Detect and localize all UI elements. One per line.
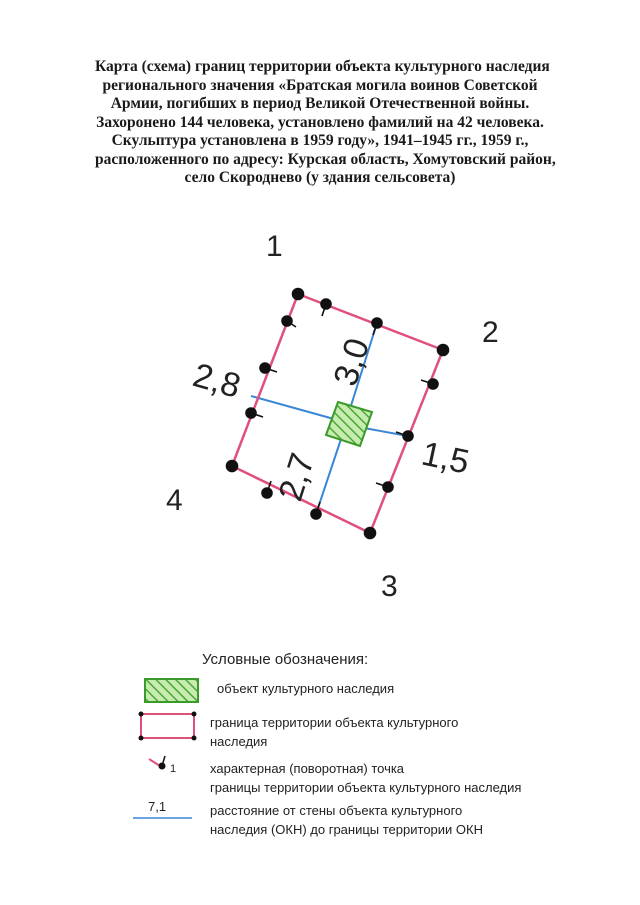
corner-label-1: 1	[266, 230, 283, 263]
legend-text-line: объект культурного наследия	[217, 681, 395, 696]
legend-text-line: расстояние от стены объекта культурного	[210, 803, 463, 818]
legend-item-boundary	[210, 713, 458, 751]
distance-label-top: 3,0	[326, 333, 378, 391]
legend-title: Условные обозначения:	[202, 651, 369, 668]
title-line: село Скороднево (у здания сельсовета)	[184, 169, 456, 186]
legend-boundary-swatch	[141, 714, 194, 738]
legend-distance-sample	[133, 799, 192, 818]
legend-text-line: граница территории объекта культурного	[210, 715, 459, 730]
distance-label-right: 1,5	[418, 434, 473, 482]
legend-point-sample	[149, 756, 176, 775]
title-line: расположенного по адресу: Курская область, Хомутовский район,	[95, 150, 556, 168]
legend-item-point	[210, 759, 521, 797]
legend-item-distance	[210, 801, 483, 839]
title-line: Армии, погибших в период Великой Отечественной войны.	[110, 95, 530, 112]
legend-text-line: характерная (поворотная) точка	[210, 761, 405, 776]
title-line: Карта (схема) границ территории объекта культурного наследия	[95, 58, 550, 75]
legend-item-object	[217, 679, 394, 698]
legend-text-line: границы территории объекта культурного наследия	[210, 780, 522, 795]
corner-label-2: 2	[482, 316, 499, 349]
title-line: регионального значения «Братская могила воинов Советской	[102, 76, 538, 94]
title-line: Скульптура установлена в 1959 году», 1941–1945 гг., 1959 г.,	[111, 132, 529, 149]
legend-text-line: наследия	[210, 734, 268, 749]
legend-point-number: 1	[170, 763, 177, 775]
distance-label-left: 2,8	[188, 356, 245, 406]
legend-distance-value: 7,1	[148, 799, 167, 814]
title-line: Захоронено 144 человека, установлено фамилий на 42 человека.	[96, 113, 544, 131]
distance-label-bottom: 2,7	[271, 448, 323, 506]
corner-label-4: 4	[166, 484, 183, 517]
legend-object-swatch	[145, 679, 198, 702]
corner-label-3: 3	[381, 570, 398, 603]
legend-text-line: наследия (ОКН) до границы территории ОКН	[210, 822, 483, 837]
